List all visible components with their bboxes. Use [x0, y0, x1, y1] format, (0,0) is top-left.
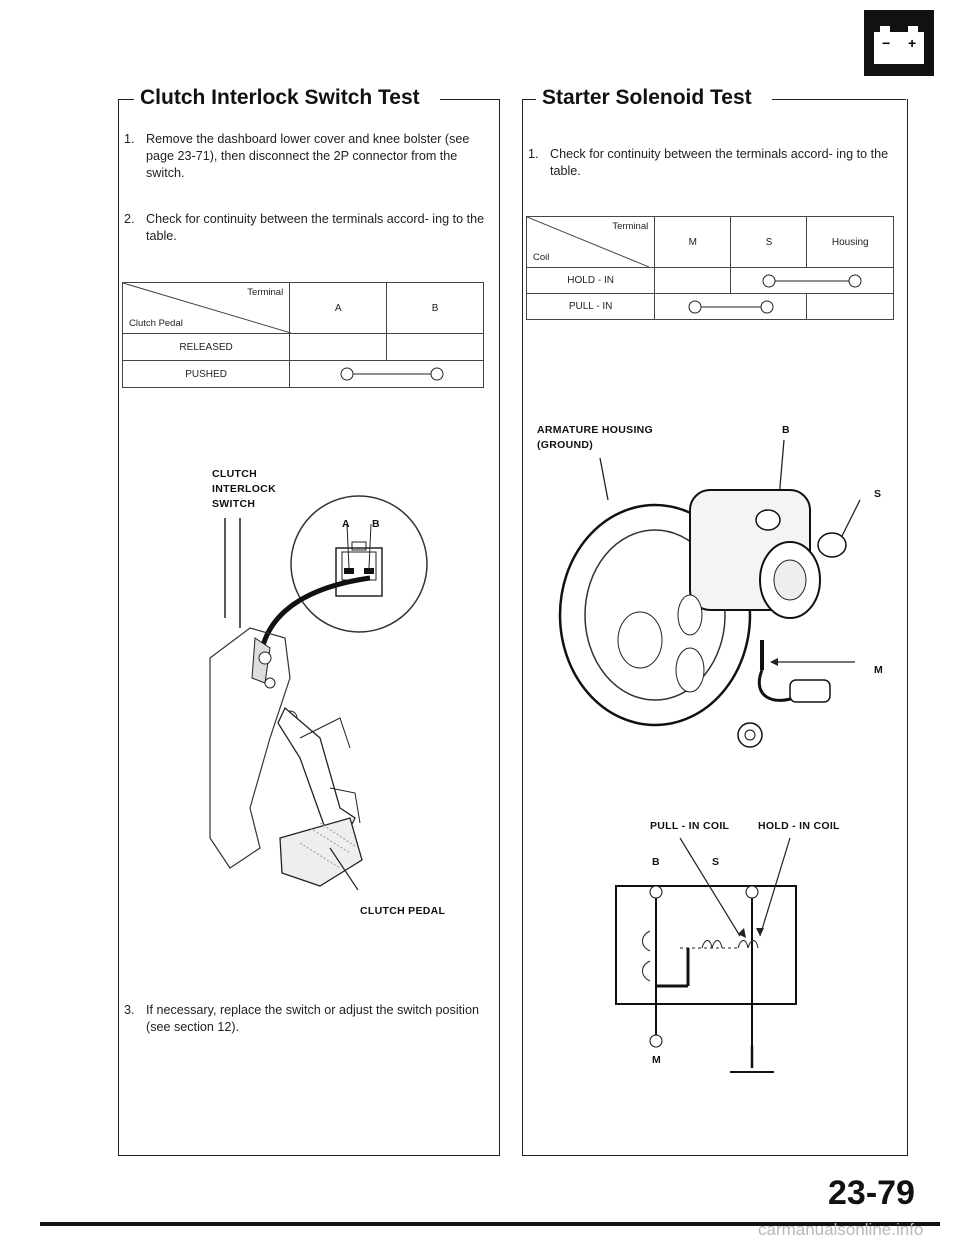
cell-released-a	[290, 334, 387, 361]
label-terminal-b: B	[782, 424, 790, 436]
continuity-mark	[661, 298, 801, 316]
cell-released-b	[387, 334, 484, 361]
svg-text:+: +	[908, 35, 917, 51]
col-header-a: A	[290, 283, 387, 334]
label-clutch-interlock-switch-1: CLUTCH	[212, 468, 257, 480]
pin-a-label: A	[342, 518, 350, 530]
label-hold-in-coil: HOLD - IN COIL	[758, 820, 840, 832]
starter-solenoid-illustration	[540, 440, 880, 760]
right-section-title: Starter Solenoid Test	[542, 86, 752, 109]
watermark-text: carmanualsonline.info	[758, 1220, 924, 1239]
row-label-released: RELEASED	[123, 334, 290, 361]
page-number: 23-79	[828, 1174, 915, 1212]
schematic-s-label: S	[712, 856, 720, 868]
label-pull-in-coil: PULL - IN COIL	[650, 820, 730, 832]
row-label-pushed: PUSHED	[123, 361, 290, 388]
left-section-title: Clutch Interlock Switch Test	[140, 86, 420, 109]
col-header-housing: Housing	[807, 217, 894, 268]
clutch-pedal-illustration	[190, 508, 390, 898]
continuity-mark	[737, 272, 887, 290]
label-clutch-pedal: CLUTCH PEDAL	[360, 905, 446, 917]
cell-pull-housing	[807, 294, 894, 320]
continuity-pushed-a-b	[290, 361, 484, 388]
svg-text:−: −	[882, 35, 891, 51]
col-header-m: M	[655, 217, 731, 268]
continuity-pull-m-s	[655, 294, 807, 320]
schematic-b-label: B	[652, 856, 660, 868]
table-corner-cell: Terminal Clutch Pedal	[123, 283, 290, 334]
col-header-s: S	[731, 217, 807, 268]
label-terminal-s: S	[874, 488, 882, 500]
col-header-b: B	[387, 283, 484, 334]
pin-b-label: B	[372, 518, 380, 530]
clutch-continuity-table	[122, 282, 484, 388]
label-clutch-interlock-switch-2: INTERLOCK	[212, 483, 276, 495]
continuity-hold-s-housing	[731, 268, 894, 294]
battery-icon	[862, 8, 936, 78]
table-corner-cell: Terminal Coil	[527, 217, 655, 268]
row-label-pull-in: PULL - IN	[527, 294, 655, 320]
row-label-hold-in: HOLD - IN	[527, 268, 655, 294]
label-armature-housing: ARMATURE HOUSING	[537, 424, 654, 436]
solenoid-continuity-table	[526, 216, 894, 320]
solenoid-schematic	[610, 836, 810, 1076]
label-ground: (GROUND)	[537, 439, 594, 451]
label-terminal-m: M	[874, 664, 884, 676]
label-clutch-interlock-switch-3: SWITCH	[212, 498, 256, 510]
schematic-m-label: M	[652, 1054, 662, 1066]
continuity-mark	[297, 364, 477, 384]
cell-hold-m	[655, 268, 731, 294]
